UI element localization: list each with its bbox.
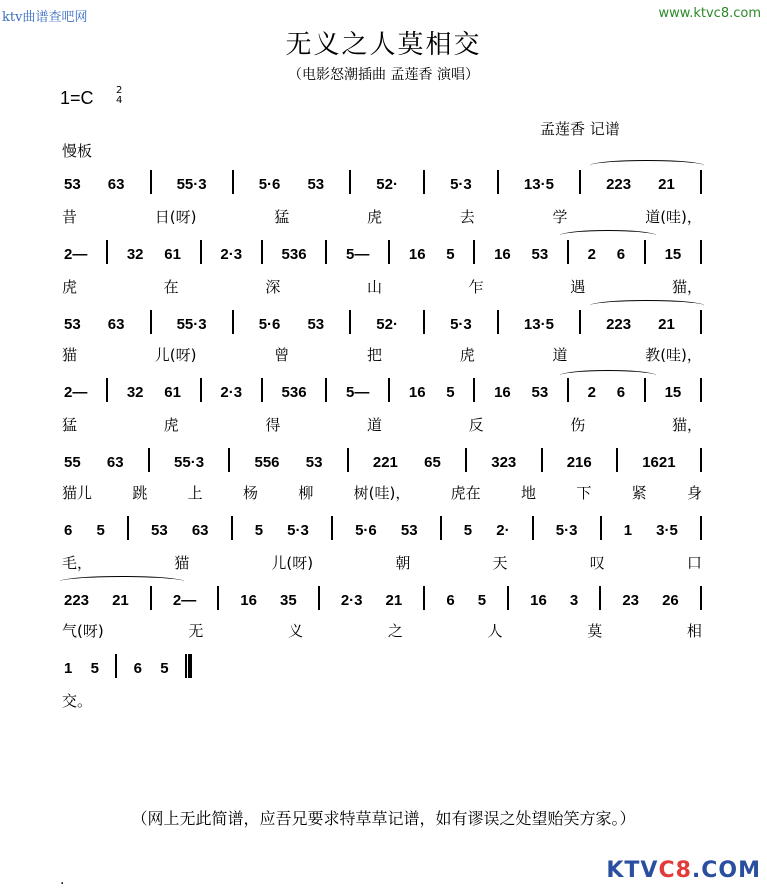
note-group: 6 (616, 246, 626, 263)
lyric-word: 相 (686, 622, 702, 640)
bar-line (231, 516, 233, 540)
lyric-word: 柳 (298, 484, 314, 502)
bar-line (347, 448, 349, 472)
lyric-word: 跳 (132, 484, 148, 502)
note-group: 65 (424, 454, 441, 471)
bar-line (150, 170, 152, 194)
bar-line (532, 516, 534, 540)
note-group: 3·5 (656, 522, 678, 539)
note-group: 52· (376, 316, 398, 333)
lyric-word: 之 (387, 622, 403, 640)
lyric-word: 口 (686, 554, 702, 572)
note-group: 556 (254, 454, 280, 471)
note-group: 53 (531, 384, 549, 401)
note-group: 5 (160, 660, 169, 677)
bar-line (325, 240, 327, 264)
slur-mark (560, 230, 656, 241)
note-group: 21 (658, 316, 675, 333)
note-group: 53 (305, 454, 323, 471)
bar-line (325, 378, 327, 402)
bar-line (700, 516, 702, 540)
lyric-line-3 (62, 344, 702, 364)
note-group: 216 (566, 454, 592, 471)
lyric-line-6 (62, 552, 702, 572)
lyric-word: 猫儿 (62, 484, 93, 502)
page-subtitle: （电影怒潮插曲 孟莲香 演唱） (288, 67, 479, 83)
bar-line (473, 378, 475, 402)
note-group: 2· (496, 522, 510, 539)
lyric-word: 猛 (274, 208, 290, 226)
bar-line (599, 586, 601, 610)
note-group: 2— (64, 246, 88, 263)
meter-top: 2 (116, 85, 123, 96)
bar-line (700, 310, 702, 334)
slur-mark (60, 576, 184, 587)
lyric-word: 上 (187, 484, 203, 502)
note-group: 5·6 (258, 176, 281, 193)
watermark-left: ktv曲谱查吧网 (2, 10, 88, 25)
lyric-word: 道(哇)， (645, 208, 702, 226)
slur-mark (590, 160, 704, 171)
bar-line (127, 516, 129, 540)
score-line-6 (62, 512, 702, 540)
note-group: 5 (96, 522, 105, 539)
footnote: （网上无此简谱，应吾兄要求特草草记谱，如有谬误之处望贻笑方家。） (131, 809, 636, 828)
note-group: 6 (616, 384, 626, 401)
note-group: 5 (463, 522, 473, 539)
note-group: 5·6 (258, 316, 281, 333)
note-group: 1 (623, 522, 633, 539)
bar-line (150, 310, 152, 334)
bar-line (217, 586, 219, 610)
note-group: 63 (191, 522, 209, 539)
bar-line (644, 240, 646, 264)
note-group: 16 (240, 592, 257, 609)
note-group: 63 (107, 316, 125, 333)
bar-line (465, 448, 467, 472)
note-group: 55·3 (174, 454, 205, 471)
note-group: 2·3 (340, 592, 363, 609)
note-group: 21 (385, 592, 403, 609)
note-group: 32 (126, 384, 144, 401)
note-group: 223 (606, 316, 632, 333)
lyric-word: 虎 (459, 346, 475, 364)
note-group: 5 (446, 246, 455, 263)
bar-line (232, 170, 234, 194)
bar-line (115, 654, 117, 678)
lyric-word: 气(呀) (62, 622, 104, 640)
note-group: 32 (126, 246, 144, 263)
score-line-5 (62, 444, 702, 472)
bar-line (331, 516, 333, 540)
end-mark: . (60, 872, 65, 888)
note-group: 35 (280, 592, 297, 609)
score-line-8 (62, 650, 192, 678)
bar-line (644, 378, 646, 402)
note-group: 1 (64, 660, 73, 677)
note-group: 55·3 (176, 316, 207, 333)
lyric-line-8 (62, 690, 702, 710)
note-group: 2— (64, 384, 88, 401)
note-group: 2·3 (220, 384, 243, 401)
bar-line (261, 240, 263, 264)
note-group: 223 (64, 592, 90, 609)
bar-line (423, 310, 425, 334)
note-group: 5·3 (450, 316, 472, 333)
note-group: 5·3 (287, 522, 309, 539)
lyric-word: 叹 (589, 554, 605, 572)
lyric-word: 教(哇)， (645, 346, 702, 364)
lyric-word: 人 (487, 622, 503, 640)
lyric-word: 道 (366, 416, 382, 434)
note-group: 5·3 (450, 176, 472, 193)
note-group: 16 (408, 384, 426, 401)
lyric-word: 无 (188, 622, 204, 640)
lyric-word: 猫 (174, 554, 190, 572)
note-group: 15 (664, 246, 682, 263)
lyric-word: 儿(呀) (154, 346, 197, 364)
note-group: 55·3 (176, 176, 207, 193)
lyric-word: 在 (163, 278, 179, 296)
slur-mark (560, 370, 656, 381)
page-title: 无义之人莫相交 (285, 30, 482, 60)
logo-suffix: .COM (691, 858, 761, 883)
lyric-line-5 (62, 482, 702, 502)
note-group: 6 (446, 592, 455, 609)
bar-line (200, 240, 202, 264)
note-group: 15 (664, 384, 682, 401)
lyric-word: 学 (552, 208, 568, 226)
lyric-word: 把 (366, 346, 382, 364)
bar-line (423, 170, 425, 194)
lyric-word: 紧 (631, 484, 647, 502)
lyric-word: 身 (686, 484, 702, 502)
lyric-word: 虎 (366, 208, 382, 226)
lyric-word: 莫 (587, 622, 603, 640)
lyric-line-1 (62, 206, 702, 226)
bar-line (440, 516, 442, 540)
lyric-word: 遇 (570, 278, 586, 296)
lyric-word: 反 (468, 416, 484, 434)
bar-line (541, 448, 543, 472)
lyric-word: 得 (265, 416, 281, 434)
lyric-word: 昔 (62, 208, 78, 226)
time-signature (116, 86, 122, 106)
note-group: 5— (346, 246, 370, 263)
lyric-word: 交。 (62, 692, 93, 710)
note-group: 53 (400, 522, 418, 539)
bar-line (497, 310, 499, 334)
lyric-word: 下 (576, 484, 592, 502)
bar-line (106, 378, 108, 402)
lyric-word: 儿(呀) (271, 554, 314, 572)
note-group: 13·5 (523, 176, 554, 193)
bar-line (507, 586, 509, 610)
bar-line (473, 240, 475, 264)
note-group: 16 (494, 384, 511, 401)
note-group: 3 (569, 592, 579, 609)
lyric-word: 日(呀) (154, 208, 197, 226)
bar-line (349, 170, 351, 194)
note-group: 61 (164, 384, 181, 401)
bar-line (388, 240, 390, 264)
bar-line (600, 516, 602, 540)
lyric-word: 虎在 (450, 484, 481, 502)
note-group: 221 (372, 454, 398, 471)
note-group: 53 (151, 522, 168, 539)
note-group: 2— (172, 592, 197, 609)
note-group: 16 (494, 246, 511, 263)
bar-line (148, 448, 150, 472)
note-group: 53 (64, 176, 81, 193)
lyric-word: 虎 (62, 278, 78, 296)
note-group: 26 (662, 592, 679, 609)
watermark-right: www.ktvc8.com (658, 6, 761, 21)
note-group: 53 (531, 246, 549, 263)
slur-mark (590, 300, 704, 311)
note-group: 55 (64, 454, 81, 471)
lyric-word: 山 (366, 278, 382, 296)
note-group: 53 (64, 316, 81, 333)
bar-line (700, 448, 702, 472)
key-signature: 1=C (60, 88, 94, 108)
note-group: 536 (281, 384, 307, 401)
lyric-word: 曾 (274, 346, 290, 364)
note-group: 5— (346, 384, 370, 401)
note-group: 5 (90, 660, 99, 677)
note-group: 5·3 (555, 522, 578, 539)
lyric-word: 杨 (242, 484, 258, 502)
note-group: 223 (606, 176, 632, 193)
bar-line (423, 586, 425, 610)
bar-line (579, 170, 581, 194)
lyric-word: 猫 (62, 346, 78, 364)
note-group: 21 (658, 176, 675, 193)
lyric-word: 地 (521, 484, 537, 502)
note-group: 5·6 (355, 522, 377, 539)
bar-line (232, 310, 234, 334)
note-group: 13·5 (523, 316, 554, 333)
bar-line (106, 240, 108, 264)
note-group: 61 (164, 246, 181, 263)
note-group: 6 (133, 660, 142, 677)
bar-line (700, 170, 702, 194)
note-group: 63 (107, 176, 125, 193)
note-group: 63 (106, 454, 124, 471)
lyric-word: 去 (459, 208, 475, 226)
note-group: 6 (64, 522, 73, 539)
lyric-line-7 (62, 620, 702, 640)
lyric-word: 朝 (395, 554, 411, 572)
note-group: 2 (587, 384, 597, 401)
bar-line (579, 310, 581, 334)
bar-line (567, 378, 569, 402)
lyric-word: 伤 (570, 416, 586, 434)
note-group: 5 (254, 522, 264, 539)
bar-line (700, 378, 702, 402)
lyric-word: 猫， (671, 416, 702, 434)
lyric-word: 道 (552, 346, 568, 364)
logo-prefix: KTV (606, 858, 659, 883)
bar-line (318, 586, 320, 610)
note-group: 536 (281, 246, 307, 263)
note-group: 52· (376, 176, 398, 193)
ktvc8-logo (606, 858, 761, 883)
lyric-line-2 (62, 276, 702, 296)
lyric-word: 乍 (468, 278, 484, 296)
bar-line (388, 378, 390, 402)
bar-line (700, 240, 702, 264)
lyric-word: 猫， (671, 278, 702, 296)
bar-line (349, 310, 351, 334)
bar-line (700, 586, 702, 610)
note-group: 16 (530, 592, 547, 609)
bar-line (616, 448, 618, 472)
note-group: 53 (307, 316, 325, 333)
note-group: 21 (112, 592, 129, 609)
lyric-word: 深 (265, 278, 281, 296)
tempo-marking: 慢板 (62, 142, 93, 160)
note-group: 5 (477, 592, 487, 609)
note-group: 53 (307, 176, 325, 193)
note-group: 5 (446, 384, 455, 401)
bar-line (261, 378, 263, 402)
lyric-word: 义 (288, 622, 304, 640)
logo-highlight: C8 (658, 858, 692, 883)
lyric-word: 虎 (163, 416, 179, 434)
lyric-line-4 (62, 414, 702, 434)
lyric-word: 毛， (62, 554, 93, 572)
note-group: 323 (491, 454, 517, 471)
bar-line (567, 240, 569, 264)
lyric-word: 树(哇)， (353, 484, 411, 502)
note-group: 2 (587, 246, 597, 263)
note-group: 1621 (642, 454, 676, 471)
bar-line (150, 586, 152, 610)
note-group: 23 (622, 592, 640, 609)
notator-credit: 孟莲香 记谱 (540, 120, 620, 138)
meter-bottom: 4 (116, 95, 123, 106)
final-bar-line (185, 654, 192, 678)
lyric-word: 天 (492, 554, 508, 572)
note-group: 2·3 (220, 246, 243, 263)
bar-line (497, 170, 499, 194)
bar-line (228, 448, 230, 472)
lyric-word: 猛 (62, 416, 78, 434)
note-group: 16 (408, 246, 426, 263)
bar-line (200, 378, 202, 402)
